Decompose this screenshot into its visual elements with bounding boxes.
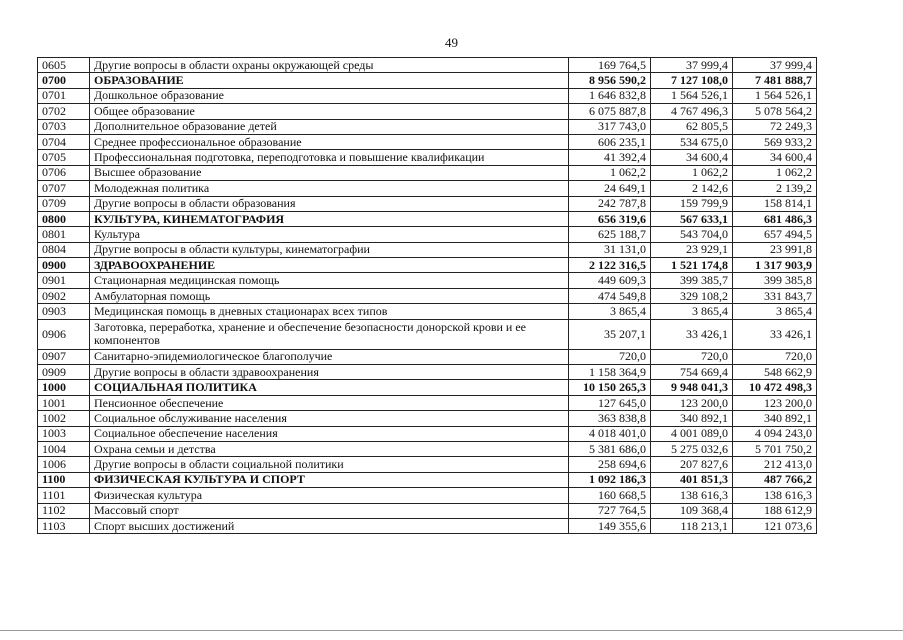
value-cell-2: 401 851,3 xyxy=(651,472,733,487)
code-cell: 0901 xyxy=(38,273,90,288)
value-cell-1: 10 150 265,3 xyxy=(569,380,651,395)
value-cell-3: 23 991,8 xyxy=(733,242,817,257)
code-cell: 0902 xyxy=(38,288,90,303)
table-row xyxy=(38,365,817,380)
value-cell-2: 2 142,6 xyxy=(651,181,733,196)
value-cell-1: 656 319,6 xyxy=(569,211,651,226)
name-cell: Социальное обслуживание населения xyxy=(90,411,569,426)
value-cell-1: 1 092 186,3 xyxy=(569,472,651,487)
code-cell: 0706 xyxy=(38,165,90,180)
value-cell-3: 548 662,9 xyxy=(733,365,817,380)
value-cell-1: 3 865,4 xyxy=(569,304,651,319)
value-cell-2: 207 827,6 xyxy=(651,457,733,472)
code-cell: 0709 xyxy=(38,196,90,211)
value-cell-1: 363 838,8 xyxy=(569,411,651,426)
table-row xyxy=(38,242,817,257)
table-row xyxy=(38,472,817,487)
value-cell-3: 399 385,8 xyxy=(733,273,817,288)
code-cell: 0909 xyxy=(38,365,90,380)
value-cell-3: 657 494,5 xyxy=(733,227,817,242)
value-cell-3: 34 600,4 xyxy=(733,150,817,165)
table-row xyxy=(38,165,817,180)
value-cell-2: 34 600,4 xyxy=(651,150,733,165)
value-cell-2: 543 704,0 xyxy=(651,227,733,242)
name-cell: Другие вопросы в области здравоохранения xyxy=(90,365,569,380)
value-cell-1: 449 609,3 xyxy=(569,273,651,288)
bottom-rule xyxy=(0,630,903,631)
name-cell: Дошкольное образование xyxy=(90,88,569,103)
value-cell-1: 1 646 832,8 xyxy=(569,88,651,103)
code-cell: 0800 xyxy=(38,211,90,226)
name-cell: Медицинская помощь в дневных стационарах всех типов xyxy=(90,304,569,319)
value-cell-2: 109 368,4 xyxy=(651,503,733,518)
value-cell-1: 169 764,5 xyxy=(569,58,651,73)
table-row xyxy=(38,181,817,196)
value-cell-1: 8 956 590,2 xyxy=(569,73,651,88)
budget-table-body xyxy=(38,58,817,534)
name-cell: Профессиональная подготовка, переподготовка и повышение квалификации xyxy=(90,150,569,165)
code-cell: 1000 xyxy=(38,380,90,395)
value-cell-3: 1 564 526,1 xyxy=(733,88,817,103)
value-cell-2: 754 669,4 xyxy=(651,365,733,380)
table-row xyxy=(38,288,817,303)
code-cell: 0804 xyxy=(38,242,90,257)
value-cell-1: 242 787,8 xyxy=(569,196,651,211)
code-cell: 0900 xyxy=(38,258,90,273)
table-row xyxy=(38,411,817,426)
table-row xyxy=(38,196,817,211)
name-cell: Стационарная медицинская помощь xyxy=(90,273,569,288)
value-cell-1: 6 075 887,8 xyxy=(569,104,651,119)
value-cell-2: 7 127 108,0 xyxy=(651,73,733,88)
value-cell-2: 37 999,4 xyxy=(651,58,733,73)
value-cell-1: 258 694,6 xyxy=(569,457,651,472)
value-cell-2: 567 633,1 xyxy=(651,211,733,226)
name-cell: Среднее профессиональное образование xyxy=(90,134,569,149)
value-cell-3: 33 426,1 xyxy=(733,319,817,349)
value-cell-1: 31 131,0 xyxy=(569,242,651,257)
table-row xyxy=(38,304,817,319)
value-cell-3: 188 612,9 xyxy=(733,503,817,518)
table-row xyxy=(38,349,817,364)
name-cell: Физическая культура xyxy=(90,488,569,503)
value-cell-1: 149 355,6 xyxy=(569,518,651,533)
page-number: 49 xyxy=(445,35,458,50)
value-cell-1: 160 668,5 xyxy=(569,488,651,503)
value-cell-2: 23 929,1 xyxy=(651,242,733,257)
name-cell: Дополнительное образование детей xyxy=(90,119,569,134)
table-row xyxy=(38,488,817,503)
table-row xyxy=(38,104,817,119)
value-cell-3: 5 078 564,2 xyxy=(733,104,817,119)
name-cell: СОЦИАЛЬНАЯ ПОЛИТИКА xyxy=(90,380,569,395)
code-cell: 1101 xyxy=(38,488,90,503)
name-cell: Санитарно-эпидемиологическое благополучие xyxy=(90,349,569,364)
value-cell-1: 474 549,8 xyxy=(569,288,651,303)
value-cell-3: 681 486,3 xyxy=(733,211,817,226)
table-row xyxy=(38,426,817,441)
value-cell-3: 340 892,1 xyxy=(733,411,817,426)
value-cell-3: 37 999,4 xyxy=(733,58,817,73)
code-cell: 0903 xyxy=(38,304,90,319)
value-cell-2: 5 275 032,6 xyxy=(651,441,733,456)
table-row xyxy=(38,227,817,242)
value-cell-3: 3 865,4 xyxy=(733,304,817,319)
code-cell: 1004 xyxy=(38,441,90,456)
value-cell-3: 1 317 903,9 xyxy=(733,258,817,273)
value-cell-1: 127 645,0 xyxy=(569,395,651,410)
code-cell: 0704 xyxy=(38,134,90,149)
value-cell-1: 2 122 316,5 xyxy=(569,258,651,273)
code-cell: 0906 xyxy=(38,319,90,349)
name-cell: Высшее образование xyxy=(90,165,569,180)
table-row xyxy=(38,119,817,134)
name-cell: Другие вопросы в области культуры, кинематографии xyxy=(90,242,569,257)
table-row xyxy=(38,395,817,410)
value-cell-1: 727 764,5 xyxy=(569,503,651,518)
table-row xyxy=(38,441,817,456)
value-cell-1: 1 158 364,9 xyxy=(569,365,651,380)
name-cell: Другие вопросы в области социальной политики xyxy=(90,457,569,472)
code-cell: 0801 xyxy=(38,227,90,242)
code-cell: 1003 xyxy=(38,426,90,441)
name-cell: Охрана семьи и детства xyxy=(90,441,569,456)
table-row xyxy=(38,457,817,472)
code-cell: 0702 xyxy=(38,104,90,119)
code-cell: 0605 xyxy=(38,58,90,73)
value-cell-3: 5 701 750,2 xyxy=(733,441,817,456)
code-cell: 1001 xyxy=(38,395,90,410)
value-cell-3: 123 200,0 xyxy=(733,395,817,410)
value-cell-3: 72 249,3 xyxy=(733,119,817,134)
value-cell-3: 10 472 498,3 xyxy=(733,380,817,395)
value-cell-1: 1 062,2 xyxy=(569,165,651,180)
code-cell: 1002 xyxy=(38,411,90,426)
name-cell: Массовый спорт xyxy=(90,503,569,518)
value-cell-3: 331 843,7 xyxy=(733,288,817,303)
code-cell: 0703 xyxy=(38,119,90,134)
value-cell-2: 1 062,2 xyxy=(651,165,733,180)
value-cell-2: 399 385,7 xyxy=(651,273,733,288)
name-cell: Культура xyxy=(90,227,569,242)
table-row xyxy=(38,380,817,395)
value-cell-1: 24 649,1 xyxy=(569,181,651,196)
table-row xyxy=(38,150,817,165)
value-cell-3: 138 616,3 xyxy=(733,488,817,503)
code-cell: 0705 xyxy=(38,150,90,165)
name-cell: Социальное обеспечение населения xyxy=(90,426,569,441)
table-row xyxy=(38,88,817,103)
value-cell-2: 4 767 496,3 xyxy=(651,104,733,119)
value-cell-2: 9 948 041,3 xyxy=(651,380,733,395)
value-cell-2: 340 892,1 xyxy=(651,411,733,426)
name-cell: Другие вопросы в области образования xyxy=(90,196,569,211)
value-cell-3: 121 073,6 xyxy=(733,518,817,533)
name-cell: Пенсионное обеспечение xyxy=(90,395,569,410)
value-cell-3: 720,0 xyxy=(733,349,817,364)
value-cell-2: 1 521 174,8 xyxy=(651,258,733,273)
value-cell-2: 159 799,9 xyxy=(651,196,733,211)
name-cell: Общее образование xyxy=(90,104,569,119)
table-row xyxy=(38,134,817,149)
value-cell-2: 62 805,5 xyxy=(651,119,733,134)
table-row xyxy=(38,503,817,518)
name-cell: Спорт высших достижений xyxy=(90,518,569,533)
code-cell: 1100 xyxy=(38,472,90,487)
value-cell-3: 7 481 888,7 xyxy=(733,73,817,88)
value-cell-2: 138 616,3 xyxy=(651,488,733,503)
code-cell: 0701 xyxy=(38,88,90,103)
code-cell: 0907 xyxy=(38,349,90,364)
name-cell: Амбулаторная помощь xyxy=(90,288,569,303)
value-cell-1: 606 235,1 xyxy=(569,134,651,149)
value-cell-3: 569 933,2 xyxy=(733,134,817,149)
value-cell-3: 2 139,2 xyxy=(733,181,817,196)
name-cell: Другие вопросы в области охраны окружающей среды xyxy=(90,58,569,73)
value-cell-2: 123 200,0 xyxy=(651,395,733,410)
code-cell: 1103 xyxy=(38,518,90,533)
value-cell-3: 212 413,0 xyxy=(733,457,817,472)
code-cell: 1102 xyxy=(38,503,90,518)
value-cell-2: 3 865,4 xyxy=(651,304,733,319)
table-row xyxy=(38,73,817,88)
value-cell-2: 720,0 xyxy=(651,349,733,364)
value-cell-3: 4 094 243,0 xyxy=(733,426,817,441)
name-cell: Молодежная политика xyxy=(90,181,569,196)
value-cell-2: 4 001 089,0 xyxy=(651,426,733,441)
budget-table xyxy=(37,57,817,534)
code-cell: 0707 xyxy=(38,181,90,196)
value-cell-1: 5 381 686,0 xyxy=(569,441,651,456)
table-row xyxy=(38,258,817,273)
value-cell-1: 625 188,7 xyxy=(569,227,651,242)
value-cell-1: 4 018 401,0 xyxy=(569,426,651,441)
value-cell-1: 720,0 xyxy=(569,349,651,364)
value-cell-2: 1 564 526,1 xyxy=(651,88,733,103)
name-cell: ОБРАЗОВАНИЕ xyxy=(90,73,569,88)
name-cell: ЗДРАВООХРАНЕНИЕ xyxy=(90,258,569,273)
table-row xyxy=(38,518,817,533)
table-row xyxy=(38,273,817,288)
value-cell-3: 487 766,2 xyxy=(733,472,817,487)
table-row xyxy=(38,211,817,226)
value-cell-3: 1 062,2 xyxy=(733,165,817,180)
value-cell-1: 35 207,1 xyxy=(569,319,651,349)
value-cell-1: 41 392,4 xyxy=(569,150,651,165)
name-cell: КУЛЬТУРА, КИНЕМАТОГРАФИЯ xyxy=(90,211,569,226)
code-cell: 1006 xyxy=(38,457,90,472)
table-row xyxy=(38,58,817,73)
value-cell-1: 317 743,0 xyxy=(569,119,651,134)
value-cell-2: 33 426,1 xyxy=(651,319,733,349)
value-cell-3: 158 814,1 xyxy=(733,196,817,211)
code-cell: 0700 xyxy=(38,73,90,88)
value-cell-2: 118 213,1 xyxy=(651,518,733,533)
name-cell: ФИЗИЧЕСКАЯ КУЛЬТУРА И СПОРТ xyxy=(90,472,569,487)
name-cell: Заготовка, переработка, хранение и обеспечение безопасности донорской крови и ее компонентов xyxy=(90,319,569,349)
table-row xyxy=(38,319,817,349)
value-cell-2: 534 675,0 xyxy=(651,134,733,149)
value-cell-2: 329 108,2 xyxy=(651,288,733,303)
